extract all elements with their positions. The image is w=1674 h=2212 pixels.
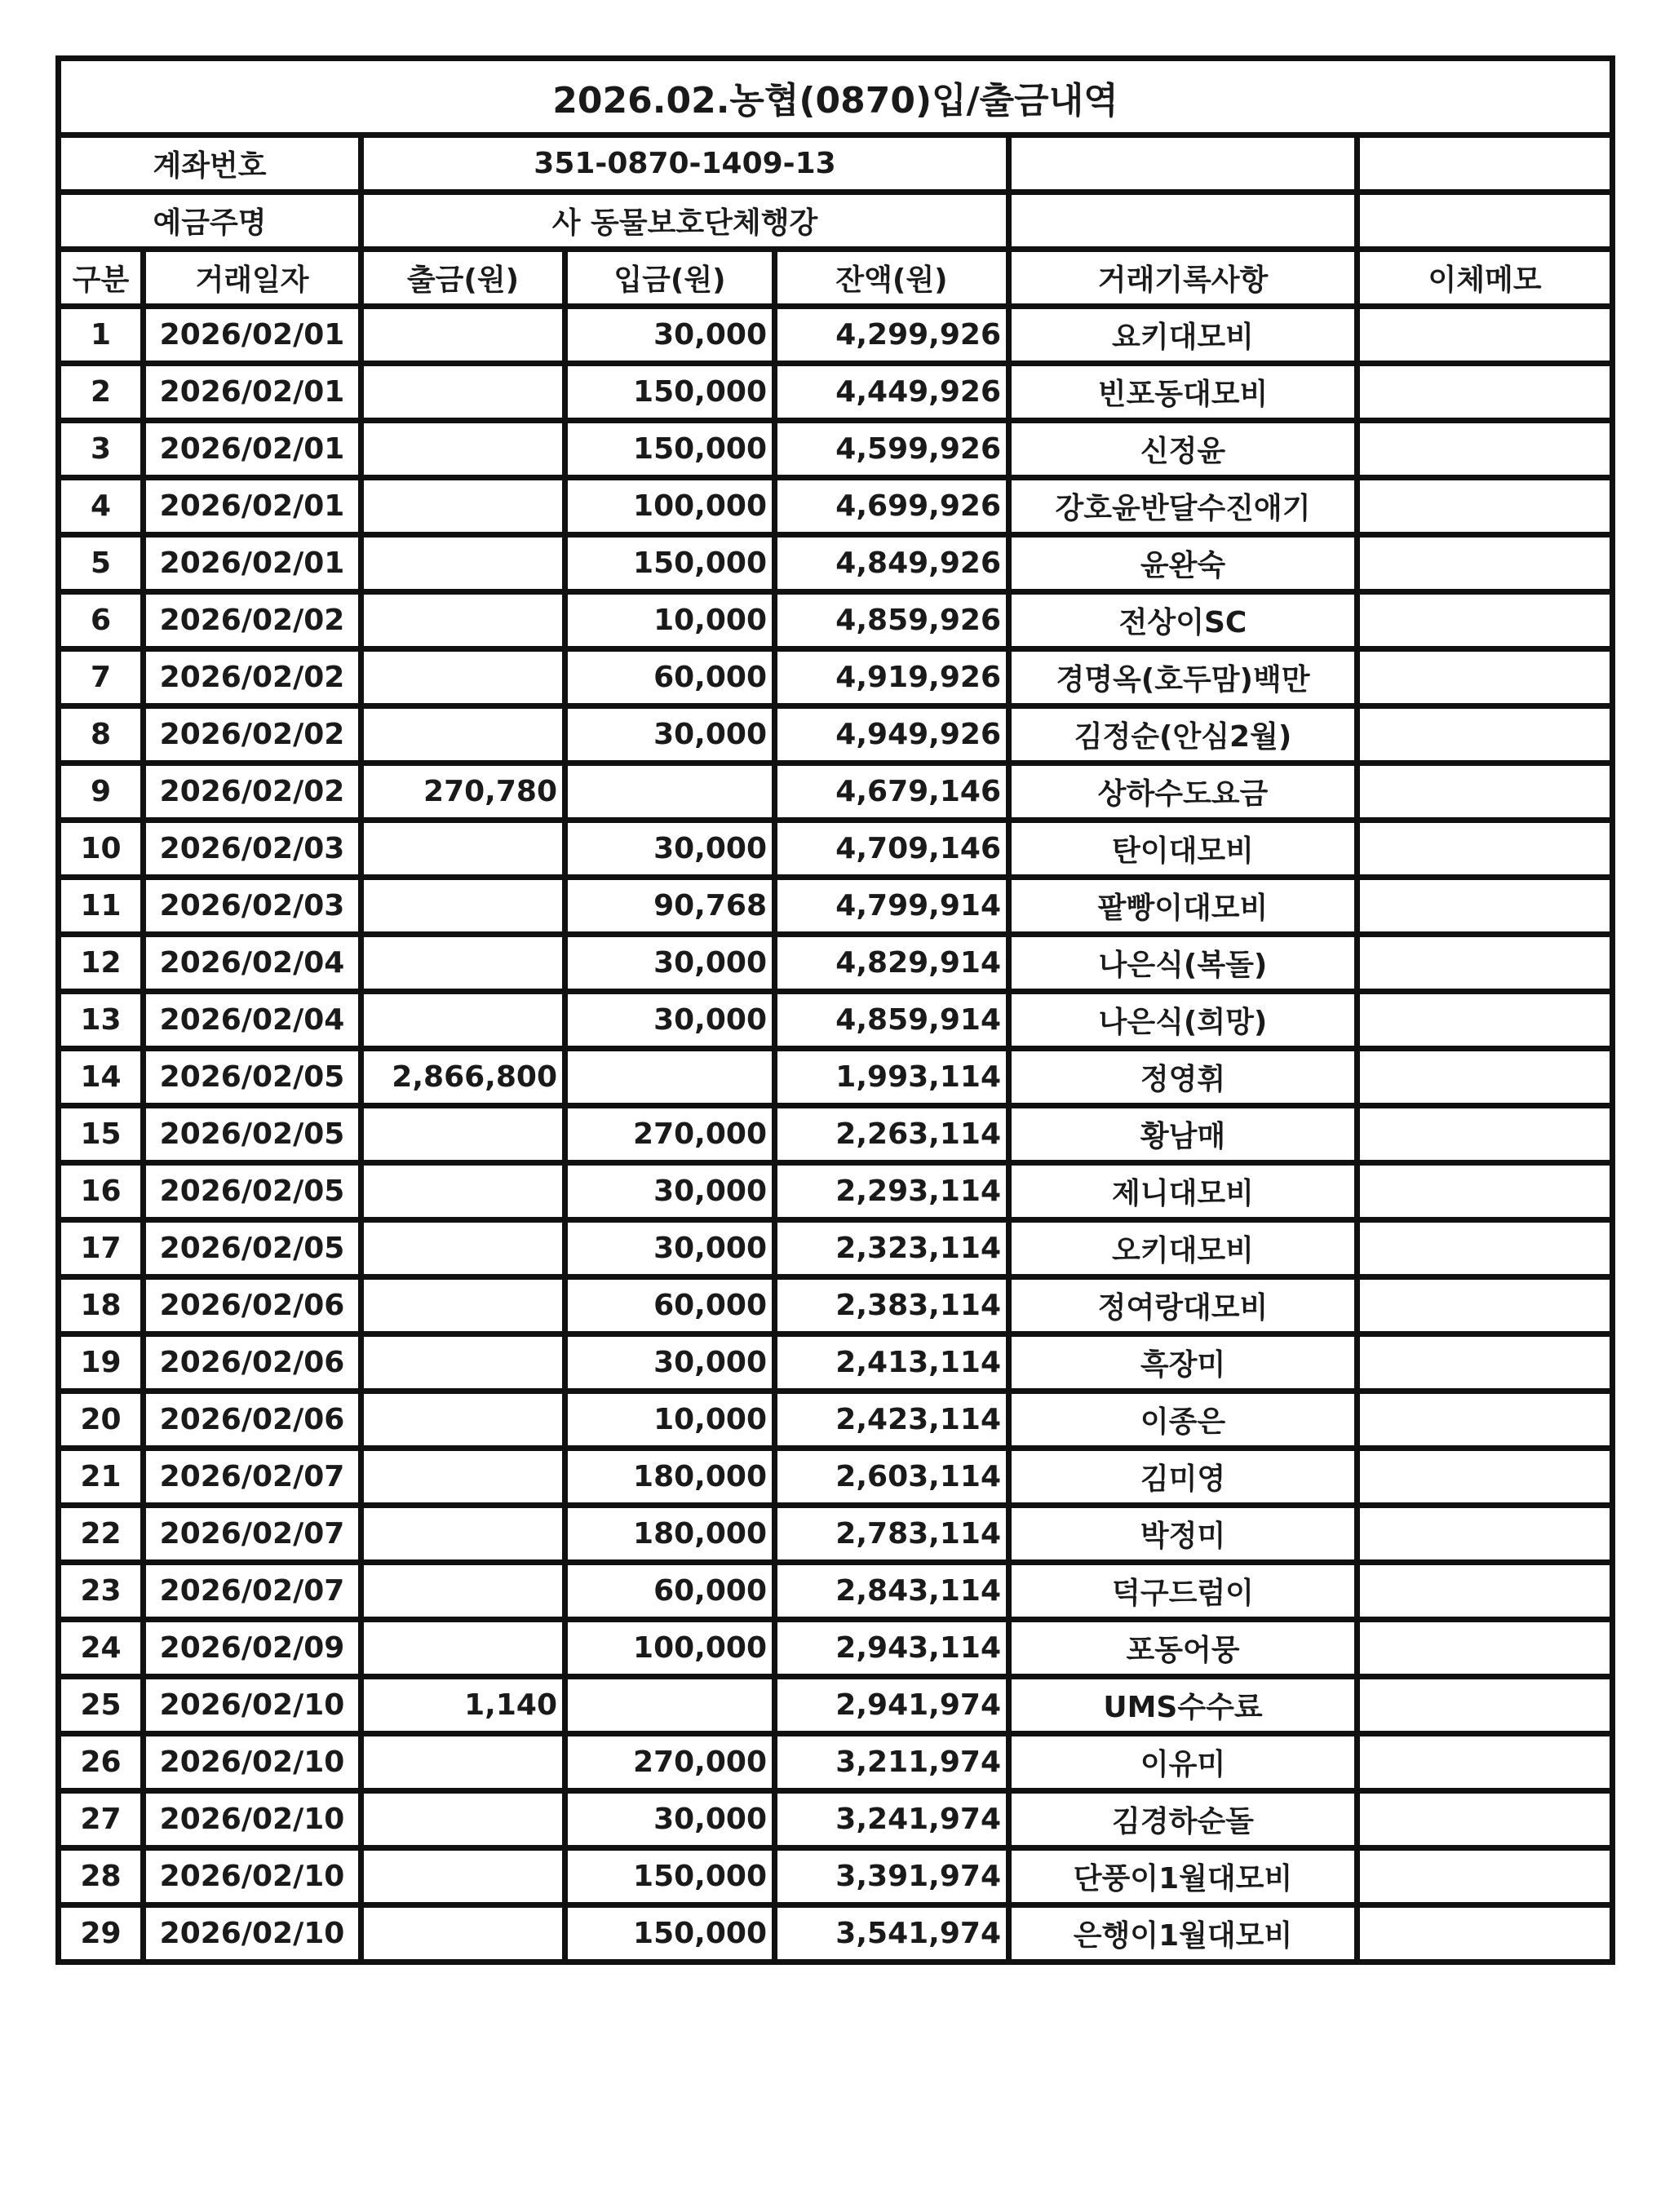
transaction-table — [55, 55, 1615, 1965]
row-no: 20 — [61, 1394, 146, 1451]
row-date: 2026/02/01 — [146, 538, 364, 595]
row-no: 9 — [61, 766, 146, 823]
row-withdrawal — [364, 1337, 568, 1394]
row-withdrawal: 1,140 — [364, 1679, 568, 1736]
row-memo — [1360, 1565, 1615, 1622]
row-deposit: 150,000 — [568, 366, 777, 423]
row-withdrawal — [364, 823, 568, 880]
row-deposit: 60,000 — [568, 652, 777, 709]
row-balance: 2,263,114 — [777, 1108, 1012, 1166]
table-row — [61, 880, 1615, 937]
row-date: 2026/02/10 — [146, 1679, 364, 1736]
row-date: 2026/02/02 — [146, 595, 364, 652]
row-memo — [1360, 309, 1615, 366]
row-description: 오키대모비 — [1012, 1223, 1360, 1280]
row-deposit: 150,000 — [568, 538, 777, 595]
row-no: 29 — [61, 1908, 146, 1965]
row-no: 6 — [61, 595, 146, 652]
row-date: 2026/02/02 — [146, 766, 364, 823]
row-no: 28 — [61, 1851, 146, 1908]
row-withdrawal — [364, 423, 568, 480]
document-title: 2026.02.농협(0870)입/출금내역 — [61, 61, 1615, 138]
row-deposit: 180,000 — [568, 1451, 777, 1508]
row-no: 1 — [61, 309, 146, 366]
table-row — [61, 1794, 1615, 1851]
row-memo — [1360, 1166, 1615, 1223]
row-description: 흑장미 — [1012, 1337, 1360, 1394]
header-description: 거래기록사항 — [1012, 252, 1360, 309]
table-row — [61, 1337, 1615, 1394]
row-no: 11 — [61, 880, 146, 937]
row-date: 2026/02/02 — [146, 652, 364, 709]
row-no: 26 — [61, 1736, 146, 1794]
table-row — [61, 1622, 1615, 1679]
row-description: 김정순(안심2월) — [1012, 709, 1360, 766]
row-date: 2026/02/01 — [146, 480, 364, 538]
row-balance: 4,699,926 — [777, 480, 1012, 538]
header-deposit: 입금(원) — [568, 252, 777, 309]
row-memo — [1360, 1108, 1615, 1166]
row-balance: 2,941,974 — [777, 1679, 1012, 1736]
row-description: 나은식(희망) — [1012, 994, 1360, 1051]
row-withdrawal — [364, 1280, 568, 1337]
row-deposit: 150,000 — [568, 1851, 777, 1908]
row-description: 덕구드럼이 — [1012, 1565, 1360, 1622]
row-withdrawal — [364, 880, 568, 937]
row-date: 2026/02/05 — [146, 1223, 364, 1280]
row-no: 12 — [61, 937, 146, 994]
row-deposit: 30,000 — [568, 1794, 777, 1851]
row-memo — [1360, 595, 1615, 652]
table-row — [61, 709, 1615, 766]
row-no: 17 — [61, 1223, 146, 1280]
row-memo — [1360, 366, 1615, 423]
row-description: 이유미 — [1012, 1736, 1360, 1794]
row-memo — [1360, 1451, 1615, 1508]
row-no: 7 — [61, 652, 146, 709]
row-no: 14 — [61, 1051, 146, 1108]
row-deposit: 30,000 — [568, 709, 777, 766]
row-withdrawal: 2,866,800 — [364, 1051, 568, 1108]
table-row — [61, 1280, 1615, 1337]
row-no: 2 — [61, 366, 146, 423]
row-date: 2026/02/10 — [146, 1908, 364, 1965]
row-balance: 3,241,974 — [777, 1794, 1012, 1851]
row-memo — [1360, 652, 1615, 709]
table-row — [61, 538, 1615, 595]
blank-cell — [1360, 138, 1615, 195]
row-deposit: 90,768 — [568, 880, 777, 937]
row-no: 23 — [61, 1565, 146, 1622]
account-number-row — [61, 138, 1615, 195]
table-row — [61, 1736, 1615, 1794]
table-row — [61, 652, 1615, 709]
row-date: 2026/02/02 — [146, 709, 364, 766]
blank-cell — [1012, 195, 1360, 252]
row-deposit: 30,000 — [568, 1337, 777, 1394]
table-row — [61, 595, 1615, 652]
row-withdrawal: 270,780 — [364, 766, 568, 823]
row-withdrawal — [364, 1508, 568, 1565]
row-description: 전상이SC — [1012, 595, 1360, 652]
row-description: 요키대모비 — [1012, 309, 1360, 366]
table-row — [61, 480, 1615, 538]
table-row — [61, 1508, 1615, 1565]
row-no: 8 — [61, 709, 146, 766]
row-balance: 2,783,114 — [777, 1508, 1012, 1565]
row-date: 2026/02/01 — [146, 366, 364, 423]
row-withdrawal — [364, 1451, 568, 1508]
row-memo — [1360, 823, 1615, 880]
row-balance: 2,603,114 — [777, 1451, 1012, 1508]
row-deposit: 10,000 — [568, 595, 777, 652]
row-deposit: 10,000 — [568, 1394, 777, 1451]
row-memo — [1360, 480, 1615, 538]
row-no: 16 — [61, 1166, 146, 1223]
row-deposit: 30,000 — [568, 994, 777, 1051]
row-date: 2026/02/06 — [146, 1394, 364, 1451]
row-date: 2026/02/07 — [146, 1508, 364, 1565]
row-date: 2026/02/07 — [146, 1451, 364, 1508]
row-balance: 4,799,914 — [777, 880, 1012, 937]
row-description: 단풍이1월대모비 — [1012, 1851, 1360, 1908]
row-description: 경명옥(호두맘)백만 — [1012, 652, 1360, 709]
row-balance: 2,323,114 — [777, 1223, 1012, 1280]
row-no: 4 — [61, 480, 146, 538]
row-balance: 4,599,926 — [777, 423, 1012, 480]
row-description: 정여랑대모비 — [1012, 1280, 1360, 1337]
row-deposit: 150,000 — [568, 423, 777, 480]
row-withdrawal — [364, 595, 568, 652]
row-withdrawal — [364, 309, 568, 366]
row-date: 2026/02/10 — [146, 1851, 364, 1908]
column-header-row — [61, 252, 1615, 309]
row-no: 22 — [61, 1508, 146, 1565]
row-description: 팥빵이대모비 — [1012, 880, 1360, 937]
row-deposit: 180,000 — [568, 1508, 777, 1565]
row-description: 정영휘 — [1012, 1051, 1360, 1108]
row-withdrawal — [364, 1622, 568, 1679]
row-balance: 2,423,114 — [777, 1394, 1012, 1451]
row-memo — [1360, 1908, 1615, 1965]
row-no: 18 — [61, 1280, 146, 1337]
row-withdrawal — [364, 1851, 568, 1908]
row-date: 2026/02/09 — [146, 1622, 364, 1679]
row-description: 황남매 — [1012, 1108, 1360, 1166]
row-no: 5 — [61, 538, 146, 595]
row-description: 상하수도요금 — [1012, 766, 1360, 823]
row-balance: 4,859,926 — [777, 595, 1012, 652]
header-balance: 잔액(원) — [777, 252, 1012, 309]
row-date: 2026/02/10 — [146, 1794, 364, 1851]
row-date: 2026/02/05 — [146, 1051, 364, 1108]
table-row — [61, 1451, 1615, 1508]
row-balance: 4,949,926 — [777, 709, 1012, 766]
row-description: 신정윤 — [1012, 423, 1360, 480]
row-no: 24 — [61, 1622, 146, 1679]
row-date: 2026/02/10 — [146, 1736, 364, 1794]
row-balance: 3,391,974 — [777, 1851, 1012, 1908]
row-deposit — [568, 1679, 777, 1736]
blank-cell — [1012, 138, 1360, 195]
row-description: 김경하순돌 — [1012, 1794, 1360, 1851]
row-withdrawal — [364, 652, 568, 709]
row-balance: 4,849,926 — [777, 538, 1012, 595]
row-deposit: 270,000 — [568, 1108, 777, 1166]
row-balance: 4,449,926 — [777, 366, 1012, 423]
row-memo — [1360, 1851, 1615, 1908]
account-holder-row — [61, 195, 1615, 252]
row-deposit — [568, 1051, 777, 1108]
row-description: 박정미 — [1012, 1508, 1360, 1565]
row-balance: 3,541,974 — [777, 1908, 1012, 1965]
table-row — [61, 366, 1615, 423]
table-row — [61, 1166, 1615, 1223]
row-memo — [1360, 1736, 1615, 1794]
table-row — [61, 994, 1615, 1051]
row-balance: 1,993,114 — [777, 1051, 1012, 1108]
row-balance: 3,211,974 — [777, 1736, 1012, 1794]
row-date: 2026/02/04 — [146, 994, 364, 1051]
row-withdrawal — [364, 1794, 568, 1851]
table-row — [61, 1851, 1615, 1908]
row-deposit: 30,000 — [568, 1166, 777, 1223]
row-date: 2026/02/06 — [146, 1280, 364, 1337]
row-date: 2026/02/07 — [146, 1565, 364, 1622]
row-no: 10 — [61, 823, 146, 880]
row-withdrawal — [364, 480, 568, 538]
row-withdrawal — [364, 1108, 568, 1166]
row-deposit: 60,000 — [568, 1280, 777, 1337]
table-row — [61, 1223, 1615, 1280]
row-memo — [1360, 1337, 1615, 1394]
title-row — [61, 61, 1615, 138]
row-description: 이종은 — [1012, 1394, 1360, 1451]
row-date: 2026/02/05 — [146, 1108, 364, 1166]
row-description: 김미영 — [1012, 1451, 1360, 1508]
row-deposit: 30,000 — [568, 823, 777, 880]
row-deposit: 270,000 — [568, 1736, 777, 1794]
row-description: 은행이1월대모비 — [1012, 1908, 1360, 1965]
row-memo — [1360, 937, 1615, 994]
row-no: 13 — [61, 994, 146, 1051]
row-date: 2026/02/04 — [146, 937, 364, 994]
row-no: 3 — [61, 423, 146, 480]
row-memo — [1360, 994, 1615, 1051]
row-date: 2026/02/06 — [146, 1337, 364, 1394]
row-no: 27 — [61, 1794, 146, 1851]
row-date: 2026/02/03 — [146, 823, 364, 880]
row-withdrawal — [364, 538, 568, 595]
account-number-value: 351-0870-1409-13 — [364, 138, 1012, 195]
row-memo — [1360, 1622, 1615, 1679]
row-withdrawal — [364, 1166, 568, 1223]
row-description: UMS수수료 — [1012, 1679, 1360, 1736]
row-description: 강호윤반달수진애기 — [1012, 480, 1360, 538]
row-no: 21 — [61, 1451, 146, 1508]
row-date: 2026/02/03 — [146, 880, 364, 937]
row-description: 탄이대모비 — [1012, 823, 1360, 880]
row-memo — [1360, 880, 1615, 937]
row-memo — [1360, 1508, 1615, 1565]
table-row — [61, 1108, 1615, 1166]
table-row — [61, 1908, 1615, 1965]
row-withdrawal — [364, 1908, 568, 1965]
row-memo — [1360, 1679, 1615, 1736]
row-deposit: 30,000 — [568, 309, 777, 366]
row-balance: 4,859,914 — [777, 994, 1012, 1051]
row-withdrawal — [364, 1394, 568, 1451]
row-memo — [1360, 1394, 1615, 1451]
row-no: 15 — [61, 1108, 146, 1166]
row-deposit: 30,000 — [568, 937, 777, 994]
row-balance: 2,383,114 — [777, 1280, 1012, 1337]
table-row — [61, 1565, 1615, 1622]
row-withdrawal — [364, 937, 568, 994]
row-balance: 4,829,914 — [777, 937, 1012, 994]
table-row — [61, 937, 1615, 994]
header-no: 구분 — [61, 252, 146, 309]
account-number-label: 계좌번호 — [61, 138, 364, 195]
row-balance: 2,293,114 — [777, 1166, 1012, 1223]
row-no: 25 — [61, 1679, 146, 1736]
row-memo — [1360, 766, 1615, 823]
table-row — [61, 766, 1615, 823]
row-memo — [1360, 709, 1615, 766]
row-memo — [1360, 1223, 1615, 1280]
row-balance: 4,679,146 — [777, 766, 1012, 823]
row-balance: 2,843,114 — [777, 1565, 1012, 1622]
row-memo — [1360, 1280, 1615, 1337]
row-withdrawal — [364, 709, 568, 766]
row-memo — [1360, 423, 1615, 480]
header-memo: 이체메모 — [1360, 252, 1615, 309]
table-row — [61, 309, 1615, 366]
row-description: 빈포동대모비 — [1012, 366, 1360, 423]
header-date: 거래일자 — [146, 252, 364, 309]
row-withdrawal — [364, 1565, 568, 1622]
row-memo — [1360, 1051, 1615, 1108]
account-holder-value: 사 동물보호단체행강 — [364, 195, 1012, 252]
row-balance: 2,943,114 — [777, 1622, 1012, 1679]
table-row — [61, 1394, 1615, 1451]
row-description: 나은식(복돌) — [1012, 937, 1360, 994]
row-deposit: 60,000 — [568, 1565, 777, 1622]
row-deposit: 30,000 — [568, 1223, 777, 1280]
header-withdrawal: 출금(원) — [364, 252, 568, 309]
row-withdrawal — [364, 994, 568, 1051]
table-row — [61, 423, 1615, 480]
row-balance: 4,299,926 — [777, 309, 1012, 366]
row-description: 포동어뭉 — [1012, 1622, 1360, 1679]
row-withdrawal — [364, 1736, 568, 1794]
row-no: 19 — [61, 1337, 146, 1394]
row-withdrawal — [364, 366, 568, 423]
row-deposit — [568, 766, 777, 823]
row-memo — [1360, 538, 1615, 595]
row-date: 2026/02/01 — [146, 309, 364, 366]
row-balance: 4,919,926 — [777, 652, 1012, 709]
row-balance: 2,413,114 — [777, 1337, 1012, 1394]
table-row — [61, 1051, 1615, 1108]
row-description: 제니대모비 — [1012, 1166, 1360, 1223]
account-holder-label: 예금주명 — [61, 195, 364, 252]
row-date: 2026/02/05 — [146, 1166, 364, 1223]
row-deposit: 100,000 — [568, 1622, 777, 1679]
row-memo — [1360, 1794, 1615, 1851]
row-description: 윤완숙 — [1012, 538, 1360, 595]
row-balance: 4,709,146 — [777, 823, 1012, 880]
row-withdrawal — [364, 1223, 568, 1280]
table-row — [61, 823, 1615, 880]
row-deposit: 150,000 — [568, 1908, 777, 1965]
table-row — [61, 1679, 1615, 1736]
blank-cell — [1360, 195, 1615, 252]
row-date: 2026/02/01 — [146, 423, 364, 480]
row-deposit: 100,000 — [568, 480, 777, 538]
